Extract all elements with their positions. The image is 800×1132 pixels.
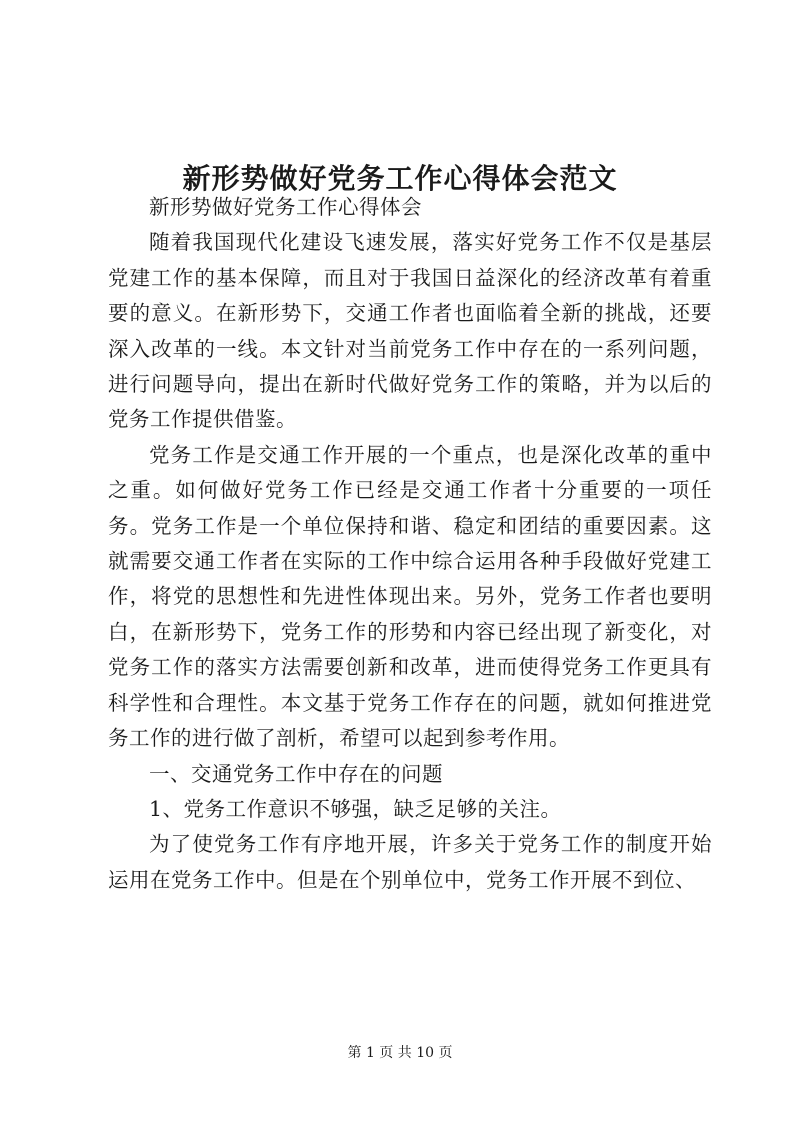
subtitle-paragraph: 新形势做好党务工作心得体会 xyxy=(149,195,422,219)
section-heading: 一、交通党务工作中存在的问题 xyxy=(149,761,443,786)
body-paragraph: 为了使党务工作有序地开展，许多关于党务工作的制度开始运用在党务工作中。但是在个别单位中，党务工作开展不到位、 xyxy=(108,832,712,892)
document-title: 新形势做好党务工作心得体会范文 xyxy=(182,161,618,195)
intro-paragraph: 随着我国现代化建设飞速发展，落实好党务工作不仅是基层党建工作的基本保障，而且对于我国日益深化的经济改革有着重要的意义。在新形势下，交通工作者也面临着全新的挑战，还要深入改革的一线。本文针对当前党务工作中存在的一系列问题，进行问题导向，提出在新时代做好党务工作的策略，并为以后的党务工作提供借鉴。 xyxy=(108,230,712,432)
body-paragraph: 党务工作是交通工作开展的一个重点，也是深化改革的重中之重。如何做好党务工作已经是交通工作者十分重要的一项任务。党务工作是一个单位保持和谐、稳定和团结的重要因素。这就需要交通工作者在实际的工作中综合运用各种手段做好党建工作，将党的思想性和先进性体现出来。另外，党务工作者也要明白，在新形势下，党务工作的形势和内容已经出现了新变化，对党务工作的落实方法需要创新和改革，进而使得党务工作更具有科学性和合理性。本文基于党务工作存在的问题，就如何推进党务工作的进行做了剖析，希望可以起到参考作用。 xyxy=(108,442,712,751)
document-body xyxy=(108,190,712,898)
page-number-footer: 第 1 页 共 10 页 xyxy=(347,1045,453,1061)
subsection-heading: 1、党务工作意识不够强，缺乏足够的关注。 xyxy=(149,796,562,821)
